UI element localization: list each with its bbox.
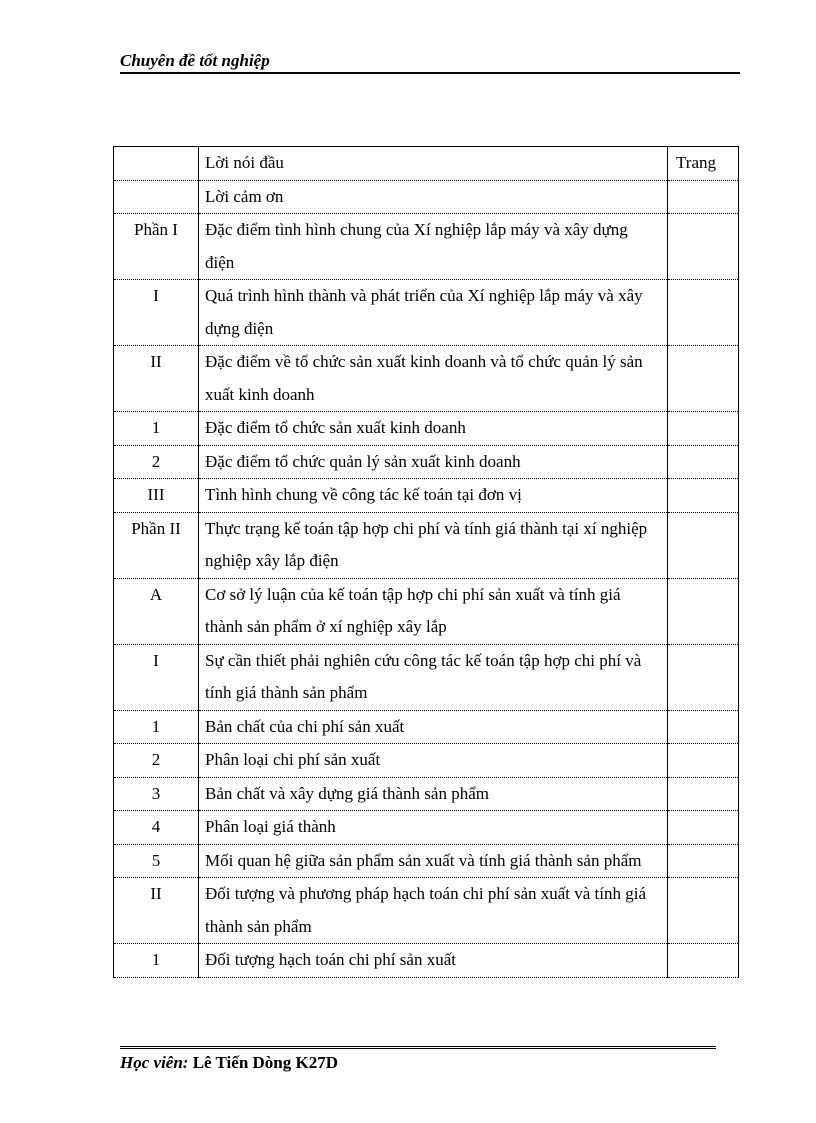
toc-section-title: Đặc điểm tình hình chung của Xí nghiệp lắp máy và xây dựng điện xyxy=(199,214,668,280)
toc-section-title: Bản chất của chi phí sản xuất xyxy=(199,710,668,744)
table-row xyxy=(114,744,739,778)
toc-section-number: 5 xyxy=(114,844,199,878)
toc-section-number: I xyxy=(114,644,199,710)
toc-section-title: Thực trạng kế toán tập hợp chi phí và tính giá thành tại xí nghiệp nghiệp xây lắp điện xyxy=(199,512,668,578)
table-row xyxy=(114,180,739,214)
toc-section-number: 4 xyxy=(114,811,199,845)
toc-page-number xyxy=(668,412,739,446)
toc-page-number xyxy=(668,346,739,412)
toc-section-number: II xyxy=(114,346,199,412)
toc-section-title: Đối tượng và phương pháp hạch toán chi phí sản xuất và tính giá thành sản phẩm xyxy=(199,878,668,944)
table-row xyxy=(114,412,739,446)
toc-page-number xyxy=(668,710,739,744)
toc-section-title: Quá trình hình thành và phát triển của Xí nghiệp lắp máy và xây dựng điện xyxy=(199,280,668,346)
toc-page-number xyxy=(668,280,739,346)
toc-page-number xyxy=(668,445,739,479)
toc-section-number: II xyxy=(114,878,199,944)
toc-section-number: 1 xyxy=(114,944,199,978)
toc-section-number: Phần I xyxy=(114,214,199,280)
table-of-contents xyxy=(113,146,739,978)
header-title: Chuyên đề tốt nghiệp xyxy=(120,51,270,70)
table-row xyxy=(114,777,739,811)
toc-page-number xyxy=(668,214,739,280)
table-row xyxy=(114,512,739,578)
toc-section-title: Lời cảm ơn xyxy=(199,180,668,214)
toc-page-number xyxy=(668,811,739,845)
toc-section-title: Đặc điểm về tổ chức sản xuất kinh doanh và tổ chức quản lý sản xuất kinh doanh xyxy=(199,346,668,412)
table-row xyxy=(114,445,739,479)
table-row xyxy=(114,944,739,978)
table-row xyxy=(114,280,739,346)
toc-section-title: Đặc điểm tổ chức quản lý sản xuất kinh doanh xyxy=(199,445,668,479)
toc-section-title: Tình hình chung về công tác kế toán tại đơn vị xyxy=(199,479,668,513)
toc-section-title: Lời nói đầu xyxy=(199,147,668,181)
toc-section-number: A xyxy=(114,578,199,644)
toc-page-number xyxy=(668,878,739,944)
toc-section-title: Bản chất và xây dựng giá thành sản phẩm xyxy=(199,777,668,811)
toc-section-title: Phân loại giá thành xyxy=(199,811,668,845)
toc-section-number: 1 xyxy=(114,710,199,744)
table-row xyxy=(114,844,739,878)
toc-section-title: Cơ sở lý luận của kế toán tập hợp chi phí sản xuất và tính giá thành sản phẩm ở xí nghiệp xây lắp xyxy=(199,578,668,644)
table-row xyxy=(114,214,739,280)
toc-section-title: Mối quan hệ giữa sản phẩm sản xuất và tính giá thành sản phẩm xyxy=(199,844,668,878)
page-column-header: Trang xyxy=(668,147,739,181)
table-row xyxy=(114,346,739,412)
toc-section-number: 2 xyxy=(114,445,199,479)
footer-label: Học viên: xyxy=(120,1053,189,1072)
toc-section-number: Phần II xyxy=(114,512,199,578)
table-row xyxy=(114,644,739,710)
toc-page-number xyxy=(668,777,739,811)
toc-section-title: Phân loại chi phí sản xuất xyxy=(199,744,668,778)
table-row xyxy=(114,710,739,744)
page-header xyxy=(120,48,740,74)
toc-section-number: 2 xyxy=(114,744,199,778)
table-row xyxy=(114,147,739,181)
table-row xyxy=(114,479,739,513)
toc-section-title: Đối tượng hạch toán chi phí sản xuất xyxy=(199,944,668,978)
toc-page-number xyxy=(668,479,739,513)
student-name: Lê Tiến Dòng K27D xyxy=(192,1053,339,1072)
toc-section-title: Đặc điểm tổ chức sản xuất kinh doanh xyxy=(199,412,668,446)
table-row xyxy=(114,878,739,944)
toc-section-number: I xyxy=(114,280,199,346)
page-footer xyxy=(120,1046,716,1073)
toc-page-number xyxy=(668,644,739,710)
toc-page-number xyxy=(668,180,739,214)
footer-text xyxy=(120,1053,716,1073)
toc-page-number xyxy=(668,944,739,978)
toc-page-number xyxy=(668,844,739,878)
toc-section-number xyxy=(114,180,199,214)
toc-section-number: III xyxy=(114,479,199,513)
table-row xyxy=(114,578,739,644)
toc-section-title: Sự cần thiết phải nghiên cứu công tác kế toán tập hợp chi phí và tính giá thành sản phẩm xyxy=(199,644,668,710)
toc-section-number xyxy=(114,147,199,181)
footer-rule xyxy=(120,1046,716,1049)
toc-page-number xyxy=(668,744,739,778)
toc-section-number: 1 xyxy=(114,412,199,446)
table-row xyxy=(114,811,739,845)
toc-section-number: 3 xyxy=(114,777,199,811)
toc-page-number xyxy=(668,578,739,644)
toc-page-number xyxy=(668,512,739,578)
